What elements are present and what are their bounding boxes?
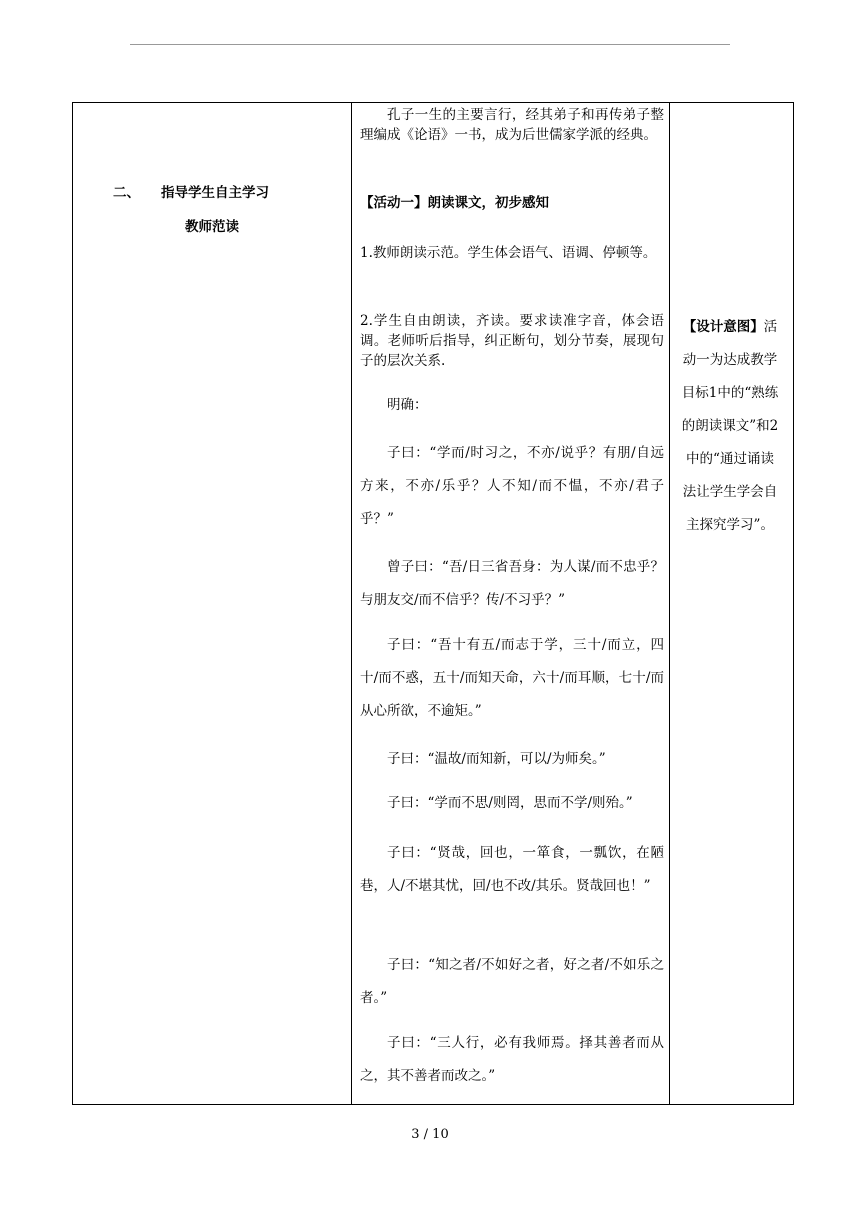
quote-4: 子曰：“温故/而知新，可以/为师矣。” — [387, 751, 606, 767]
step-2: 2.学生自由朗读，齐读。要求读准字音，体会语调。老师听后指导，纠正断句，划分节奏，展现句子的层次关系. — [360, 313, 664, 369]
activity-column — [360, 103, 664, 1104]
quote-5: 子曰：“学而不思/则罔，思而不学/则殆。” — [387, 795, 633, 811]
step-1: 1.教师朗读示范。学生体会语气、语调、停顿等。 — [360, 245, 657, 261]
section-title — [113, 181, 269, 201]
section-title-text: 指导学生自主学习 — [161, 185, 269, 201]
quote-1: 子曰：“学而/时习之，不亦/说乎？有朋/自远方来，不亦/乐乎？人不知/而不愠，不亦/君子乎？” — [360, 445, 664, 527]
section-subtitle: 教师范读 — [185, 219, 239, 235]
quote-3: 子曰：“吾十有五/而志于学，三十/而立，四十/而不惑，五十/而知天命，六十/而耳顺，七十/而从心所欲，不逾矩。” — [360, 637, 664, 719]
column-divider-1 — [351, 103, 352, 1104]
intro-paragraph: 孔子一生的主要言行，经其弟子和再传弟子整理编成《论语》一书，成为后世儒家学派的经典。 — [360, 107, 664, 143]
quote-2: 曾子曰：“吾/日三省吾身：为人谋/而不忠乎？与朋友交/而不信乎？传/不习乎？” — [360, 559, 664, 608]
lesson-table — [72, 102, 794, 1105]
page-number: 3 / 10 — [411, 1127, 449, 1142]
section-number: 二、 — [113, 185, 140, 201]
quote-8: 子曰：“三人行，必有我师焉。择其善者而从之，其不善者而改之。” — [360, 1035, 664, 1084]
column-divider-2 — [669, 103, 670, 1104]
header-rule — [130, 44, 730, 45]
activity-heading: 【活动一】朗读课文，初步感知 — [360, 195, 549, 211]
design-intent — [680, 311, 780, 542]
design-intent-text: 活动一为达成教学目标1中的“熟练的朗读课文”和2中的“通过诵读法让学生学会自主探究学习”。 — [681, 319, 779, 533]
quote-6: 子曰：“贤哉，回也，一箪食，一瓢饮，在陋巷，人/不堪其忧，回/也不改/其乐。贤哉回也！” — [360, 845, 664, 894]
clarify-label: 明确： — [387, 397, 428, 413]
design-intent-heading: 【设计意图】 — [682, 319, 764, 335]
quote-7: 子曰：“知之者/不如好之者，好之者/不如乐之者。” — [360, 957, 664, 1006]
